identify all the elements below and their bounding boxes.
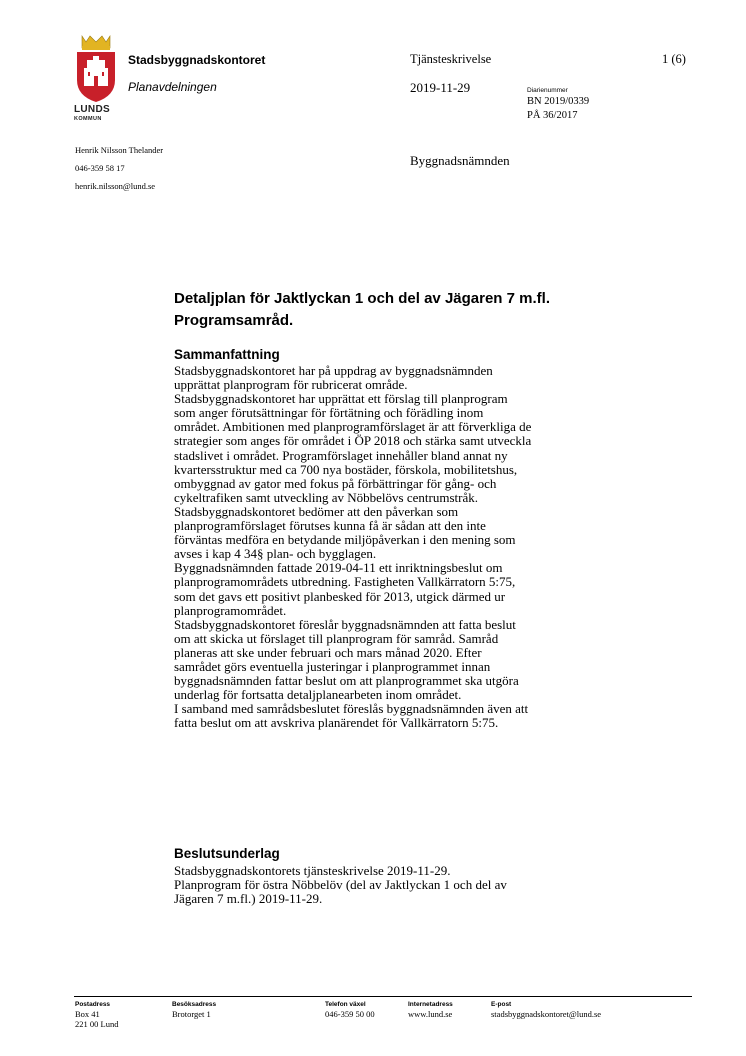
text-line: I samband med samrådsbeslutet föreslås byggnadsnämnden även att <box>174 701 529 717</box>
contact-email: henrik.nilsson@lund.se <box>75 181 156 191</box>
footer-email <box>491 1000 601 1019</box>
footer-value: Brotorget 1 <box>172 1009 211 1019</box>
footer-value: 221 00 Lund <box>75 1019 119 1029</box>
footer-label: Besöksadress <box>172 1001 217 1008</box>
text-line: som det gavs ett positivt planbesked för 2013, utgick därmed ur <box>174 588 506 604</box>
footer-web <box>408 1000 453 1019</box>
text-line: Jägaren 7 m.fl.) 2019-11-29. <box>174 891 323 907</box>
footer-label: Internetadress <box>408 1001 453 1008</box>
text-line: planprogramområdets utbredning. Fastigheten Vallkärratorn 5:75, <box>174 574 516 590</box>
logo-text-kommun: KOMMUN <box>74 116 102 122</box>
footer-label: Telefon växel <box>325 1001 366 1008</box>
footer-value: 046-359 50 00 <box>325 1009 375 1019</box>
department-name: Planavdelningen <box>128 80 217 94</box>
text-line: som anger förutsättningar för förtätning och förädling inom <box>174 405 484 421</box>
footer-value: stadsbyggnadskontoret@lund.se <box>491 1009 602 1019</box>
recipient: Byggnadsnämnden <box>410 153 510 168</box>
footer-label: E-post <box>491 1001 512 1008</box>
text-line: om att skicka ut förslaget till planprogram för samråd. Samråd <box>174 630 499 646</box>
footer-postal <box>75 1000 118 1029</box>
text-line: Stadsbyggnadskontoret föreslår byggnadsnämnden att fatta beslut <box>174 616 516 632</box>
text-line: Stadsbyggnadskontoret har på uppdrag av byggnadsnämnden <box>174 363 493 378</box>
text-line: förväntas medföra en betydande miljöpåverkan i den mening som <box>174 532 516 548</box>
text-line: planprogramområdet. <box>174 602 287 618</box>
text-line: strategier som anges för området i ÖP 2018 och stärka samt utveckla <box>174 433 532 449</box>
text-line: Byggnadsnämnden fattade 2019-04-11 ett inriktningsbeslut om <box>174 560 503 576</box>
text-line: kvartersstruktur med ca 700 nya bostäder, förskola, mobilitetshus, <box>174 461 518 477</box>
text-line: underlag för fortsatta detaljplanearbeten inom området. <box>174 687 462 703</box>
footer-divider <box>74 996 692 997</box>
title-line: Programsamråd. <box>174 312 294 329</box>
text-line: Planprogram för östra Nöbbelöv (del av Jaktlyckan 1 och del av <box>174 877 507 893</box>
text-line: planeras att ske under februari och mars månad 2020. Efter <box>174 644 482 660</box>
text-line: Stadsbyggnadskontorets tjänsteskrivelse 2019-11-29. <box>174 863 451 878</box>
basis-body <box>174 864 654 906</box>
page-number: 1 (6) <box>662 52 686 66</box>
footer-label: Postadress <box>75 1001 111 1008</box>
text-line: fatta beslut om att avskriva planärendet för Vallkärratorn 5:75. <box>174 715 499 731</box>
contact-name: Henrik Nilsson Thelander <box>75 145 164 155</box>
document-title <box>174 288 674 332</box>
footer-visit <box>172 1000 216 1019</box>
text-line: avses i kap 4 34§ plan- och bygglagen. <box>174 546 377 562</box>
basis-heading: Beslutsunderlag <box>174 846 280 861</box>
text-line: cykeltrafiken samt utveckling av Nöbbelövs centrumstråk. <box>174 489 478 505</box>
title-line: Detaljplan för Jaktlyckan 1 och del av Jägaren 7 m.fl. <box>174 290 550 307</box>
diarie-number: BN 2019/0339 <box>527 96 590 107</box>
footer-phone <box>325 1000 375 1019</box>
footer-value: www.lund.se <box>408 1009 453 1019</box>
plan-reference: PÅ 36/2017 <box>527 110 578 121</box>
text-line: samrådet görs eventuella justeringar i planprogrammet innan <box>174 658 491 674</box>
summary-body <box>174 364 654 730</box>
document-type: Tjänsteskrivelse <box>410 52 492 66</box>
text-line: Stadsbyggnadskontoret bedömer att den påverkan som <box>174 503 459 519</box>
text-line: ombyggnad av gator med fokus på förbättringar för gång- och <box>174 475 497 491</box>
logo-text-lunds: LUNDS <box>74 104 110 115</box>
text-line: byggnadsnämnden fattar beslut om att planprogrammet ska utgöra <box>174 673 519 689</box>
footer-value: Box 41 <box>75 1009 100 1019</box>
text-line: planprogramförslaget förutses kunna få är sådan att den inte <box>174 518 486 534</box>
text-line: Stadsbyggnadskontoret har upprättat ett förslag till planprogram <box>174 391 508 407</box>
text-line: upprättat planprogram för rubricerat område. <box>174 377 408 393</box>
document-date: 2019-11-29 <box>410 80 471 95</box>
text-line: stadslivet i området. Programförslaget innehåller bland annat ny <box>174 447 508 463</box>
text-line: området. Ambitionen med planprogramförslaget är att förverkliga de <box>174 419 532 435</box>
summary-heading: Sammanfattning <box>174 347 280 362</box>
organization-name: Stadsbyggnadskontoret <box>128 53 266 67</box>
contact-phone: 046-359 58 17 <box>75 163 125 173</box>
diarie-label: Diarienummer <box>527 87 568 94</box>
